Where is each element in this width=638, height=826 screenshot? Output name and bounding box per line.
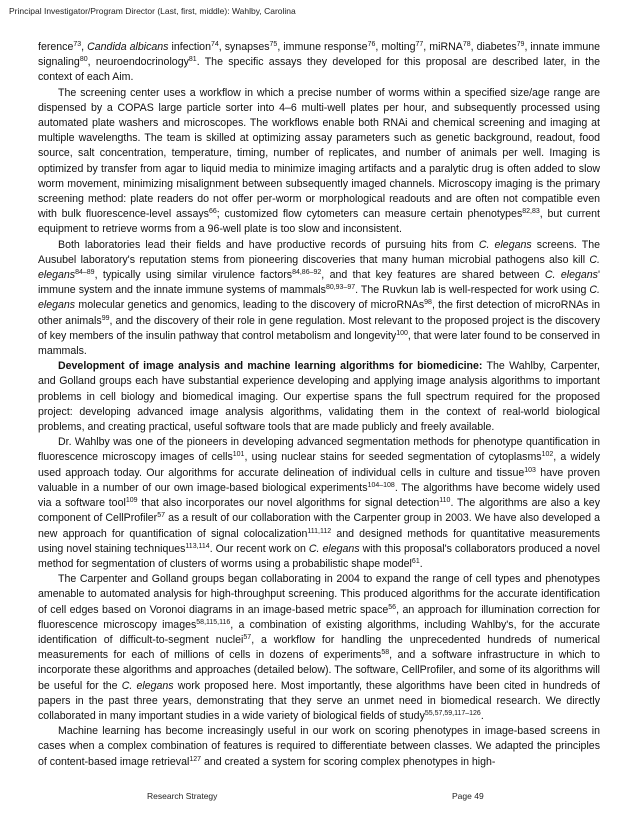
document-body [38, 40, 600, 770]
italic-term: Candida albicans [87, 41, 169, 53]
text-run: , that were later found to be conserved in mammals. [38, 329, 601, 358]
text-run: Machine learning has become increasingly useful in our work on scoring phenotypes in image-based screens in cases when a complex combination of features is required to differentiate between classes. We adapted the principles of content-based image retrieval [38, 725, 600, 768]
text-run: . The algorithms are also a key component of CellProfiler [38, 497, 600, 525]
text-run: with this proposal's collaborators produced a novel method for segmentation of clusters of worms using a probabilistic shape model [38, 542, 600, 570]
text-run: . [480, 709, 484, 722]
italic-term: C. elegans [121, 679, 174, 692]
text-run: and designed methods for quantitative measurements using novel staining techniques [38, 527, 600, 555]
text-run: , diabetes [470, 41, 517, 53]
citation-superscript: 58 [381, 649, 390, 657]
text-run: . [419, 557, 423, 570]
paragraph [38, 86, 600, 238]
citation-superscript: 103 [524, 466, 536, 474]
text-run: , immune response [277, 41, 368, 53]
citation-superscript: 77 [415, 41, 424, 48]
citation-superscript: 75 [269, 41, 278, 48]
text-run: . The Ruvkun lab is well-respected for work using [355, 284, 590, 297]
citation-superscript: 73 [73, 41, 82, 48]
text-run: and created a system for scoring complex phenotypes in high- [201, 755, 496, 768]
text-run: , innate immune signaling [38, 41, 600, 69]
text-run: The screening center uses a workflow in which a precise number of worms within a specified size/age range are dispensed by a COPAS large particle sorter into 4–6 multi-well plates per hour, and subsequently processed using automated plate washers and microscopes. The workflows enable both RNAi and chemical screening and imaging at multiple wavelengths. The team is skilled at optimizing assay parameters such as genetic background, readout, food source, salt concentration, temperature, timing, number of replicates, and number of animals per well. Imaging is optimized by transfer from agar to liquid media to minimize imaging artifacts and a paralytic drug is often added to slow worm movement, minimizing misalignment between subsequently imaged channels. Microscopy imaging is the primary screening method: plate readers do not offer per-worm or morphological readouts and are often not compatible even with bulk fluorescence-level assays [38, 86, 600, 221]
citation-superscript: 84,86–92 [292, 269, 322, 277]
paragraph [38, 238, 600, 360]
footer-page-number: Page 49 [452, 791, 484, 801]
citation-superscript: 98 [424, 299, 432, 307]
citation-superscript: 58,115,116 [196, 618, 231, 626]
citation-superscript: 99 [101, 314, 110, 322]
text-run: work proposed here. Most importantly, these algorithms have been cited in hundreds of papers in the past three years, demonstrating that they serve an unmet need in biomedical research. We directly collaborated in many important studies in a wide variety of biological fields of study [38, 679, 601, 722]
citation-superscript: 109 [125, 497, 138, 505]
text-run: ; customized flow cytometers can measure certain phenotypes [216, 208, 523, 221]
citation-superscript: 127 [189, 755, 202, 763]
text-run: , a workflow for handling the unprecedented hundreds of numerical measurements for each of millions of cells in dozens of experiments [38, 633, 601, 662]
italic-term: C. elegans [38, 253, 600, 282]
citation-superscript: 104–108 [367, 481, 395, 489]
text-run: , the first detection of microRNAs in other animals [38, 299, 600, 327]
text-run: , a combination of existing algorithms, including Wahlby's, for the accurate identification of difficult-to-segment nuclei [38, 618, 601, 646]
paragraph [38, 435, 600, 572]
citation-superscript: 81 [188, 56, 197, 64]
text-run: , and that key features are shared between [321, 269, 545, 282]
citation-superscript: 74 [210, 41, 219, 48]
footer-section-title: Research Strategy [147, 791, 218, 801]
citation-superscript: 78 [462, 41, 471, 48]
text-run: , and a software infrastructure in which to incorporate these algorithms and approaches (detailed below). The software, CellProfiler, and some of its algorithms will be useful for the [38, 649, 600, 692]
citation-superscript: 76 [367, 41, 376, 48]
citation-superscript: 84–89 [75, 269, 95, 277]
text-run: that also incorporates our novel algorithms for signal detection [137, 497, 440, 510]
citation-superscript: 111,112 [307, 527, 332, 535]
text-run: The Wahlby, Carpenter, and Golland groups each have substantial experience developing and applying image analysis algorithms to important problems in cell biology and biomedical imaging. Our expertise spans the full spectrum required for the proposed project: developing advanced image analysis algorithms, validating them in the context of real-world biological problems, and creating practical, useful software tools that are made publicly and freely available. [38, 360, 601, 434]
text-run: molecular genetics and genomics, leading to the discovery of microRNAs [75, 299, 425, 312]
italic-term: C. elegans [478, 238, 532, 251]
text-run: infection [168, 41, 211, 53]
citation-superscript: 101 [232, 451, 245, 459]
text-run: , [81, 41, 88, 53]
citation-superscript: 56 [388, 603, 397, 611]
citation-superscript: 113,114 [185, 542, 210, 550]
bold-heading: Development of image analysis and machine learning algorithms for biomedicine: [58, 360, 483, 373]
text-run: . Our recent work on [209, 542, 309, 555]
text-run: . The algorithms have become widely used via a software tool [38, 481, 600, 510]
paragraph [38, 572, 600, 724]
text-run: , using nuclear stains for seeded segmentation of cytoplasms [244, 451, 542, 464]
italic-term: C. elegans [544, 269, 598, 282]
paragraph [38, 724, 600, 770]
text-run: , but current equipment to retrieve worms from a 96-well plate is too slow and inconsistent. [38, 208, 600, 236]
citation-superscript: 80,93–97 [325, 284, 356, 292]
text-run: ' immune system and the innate immune systems of mammals [38, 269, 600, 297]
page-header: Principal Investigator/Program Director (Last, first, middle): Wahlby, Carolina [9, 6, 296, 16]
text-run: , synapses [218, 41, 270, 53]
text-run: , miRNA [423, 41, 463, 53]
italic-term: C. elegans [308, 542, 360, 555]
citation-superscript: 61 [411, 557, 420, 565]
citation-superscript: 80 [79, 56, 88, 64]
text-run: , neuroendocrinology [87, 56, 189, 69]
text-run: have proven valuable in a number of our own image-based biological experiments [38, 466, 600, 494]
citation-superscript: 82,83 [522, 208, 540, 216]
text-run: Dr. Wahlby was one of the pioneers in developing advanced segmentation methods for phenotype quantification in fluorescence microscopy images of cells [38, 436, 600, 464]
italic-term: C. elegans [38, 284, 600, 312]
citation-superscript: 57 [243, 633, 252, 641]
text-run: . The specific assays they developed for this proposal are described later, in the context of each Aim. [38, 56, 600, 84]
citation-superscript: 102 [541, 451, 554, 459]
text-run: screens. The Ausubel laboratory's reputation stems from pioneering discoveries that many human microbial pathogens also kill [38, 238, 600, 266]
citation-superscript: 55,57,59,117–126 [424, 709, 481, 717]
paragraph [38, 40, 600, 86]
citation-superscript: 57 [157, 512, 166, 520]
text-run: The Carpenter and Golland groups began collaborating in 2004 to expand the range of cell types and phenotypes amenable to automated analysis for high-throughput screening. This produced algorithms for the accurate identification of cell edges based on Voronoi diagrams in an image-based metric space [38, 573, 600, 616]
text-run: ference [38, 41, 74, 53]
text-run: , typically using similar virulence factors [94, 269, 293, 282]
citation-superscript: 100 [396, 329, 408, 337]
text-run: as a result of our collaboration with the Carpenter group in 2003. We have also developed a new approach for quantification of signal colocalization [38, 512, 600, 540]
text-run: , molting [375, 41, 416, 53]
text-run: , and the discovery of their role in gene regulation. Most relevant to the proposed project is the discovery of key members of the insulin pathway that control metabolism and longevity [38, 314, 601, 342]
paragraph [38, 359, 600, 435]
text-run: , a widely used approach today. Our algorithms for accurate delineation of individual cells in culture and tissue [38, 451, 600, 479]
citation-superscript: 66 [208, 208, 217, 216]
text-run: , an approach for illumination correction for fluorescence microscopy images [38, 603, 601, 631]
text-run: Both laboratories lead their fields and have productive records of pursuing hits from [58, 238, 479, 251]
citation-superscript: 79 [516, 41, 525, 48]
citation-superscript: 110 [439, 497, 451, 505]
